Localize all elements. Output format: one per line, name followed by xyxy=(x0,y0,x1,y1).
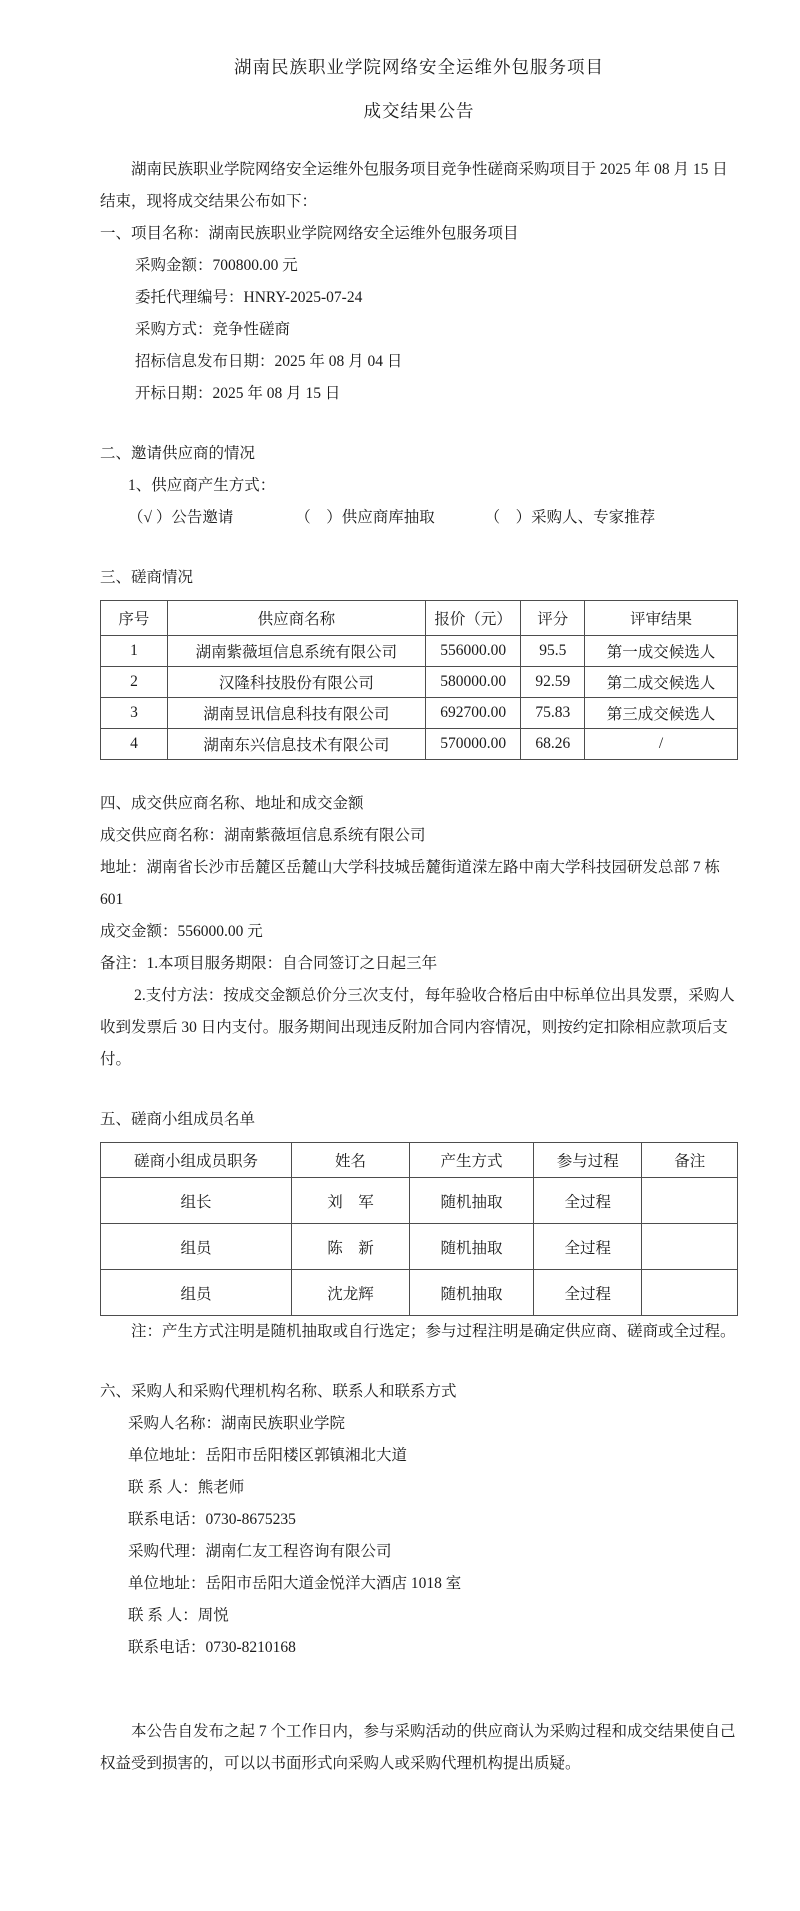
doc-title-line2: 成交结果公告 xyxy=(363,101,475,121)
table-header-row xyxy=(101,1143,738,1178)
buyer-name-line: 采购人名称：湖南民族职业学院 xyxy=(128,1415,346,1432)
supplier-source-options xyxy=(128,502,738,534)
negotiation-table xyxy=(100,600,738,760)
table-cell: 第三成交候选人 xyxy=(585,698,738,729)
table-cell: 汉隆科技股份有限公司 xyxy=(167,667,425,698)
section-3-heading: 三、磋商情况 xyxy=(100,569,194,586)
table-cell: 随机抽取 xyxy=(409,1178,533,1224)
panel-members-table xyxy=(100,1142,738,1316)
winning-supplier-line: 成交供应商名称：湖南紫薇垣信息系统有限公司 xyxy=(100,827,426,844)
deal-amount-line: 成交金额：556000.00 元 xyxy=(100,923,263,940)
table-cell: 第一成交候选人 xyxy=(585,636,738,667)
open-date-line: 开标日期：2025 年 08 月 15 日 xyxy=(135,385,341,402)
closing-paragraph: 本公告自发布之起 7 个工作日内，参与采购活动的供应商认为采购过程和成交结果使自己权益受到损害的，可以以书面形式向采购人或采购代理机构提出质疑。 xyxy=(100,1723,736,1772)
table-header-cell: 报价（元） xyxy=(425,601,521,636)
remark-line-1: 备注：1.本项目服务期限：自合同签订之日起三年 xyxy=(100,955,438,972)
table-cell: 4 xyxy=(101,729,168,760)
section-1-heading: 一、项目名称：湖南民族职业学院网络安全运维外包服务项目 xyxy=(100,225,519,242)
table-cell: 556000.00 xyxy=(425,636,521,667)
agency-number-line: 委托代理编号：HNRY-2025-07-24 xyxy=(135,289,363,306)
table-cell: 随机抽取 xyxy=(409,1224,533,1270)
option-buyer-expert-recommend: （ ）采购人、专家推荐 xyxy=(484,509,656,526)
table-cell: 68.26 xyxy=(521,729,585,760)
table-header-cell: 备注 xyxy=(642,1143,738,1178)
intro-paragraph: 湖南民族职业学院网络安全运维外包服务项目竞争性磋商采购项目于 2025 年 08 月 15 日结束，现将成交结果公布如下： xyxy=(100,161,728,210)
table-header-cell: 磋商小组成员职务 xyxy=(101,1143,292,1178)
table-row xyxy=(101,1270,738,1316)
table-cell: 第二成交候选人 xyxy=(585,667,738,698)
table-cell: 570000.00 xyxy=(425,729,521,760)
table-row xyxy=(101,1224,738,1270)
table-cell: 湖南紫薇垣信息系统有限公司 xyxy=(167,636,425,667)
table-row xyxy=(101,729,738,760)
agency-address-line: 单位地址：岳阳市岳阳大道金悦洋大酒店 1018 室 xyxy=(128,1575,462,1592)
table-row xyxy=(101,698,738,729)
option-supplier-pool-draw: （ ）供应商库抽取 xyxy=(295,509,435,526)
table-cell: 75.83 xyxy=(521,698,585,729)
table-cell: 随机抽取 xyxy=(409,1270,533,1316)
table-cell: 全过程 xyxy=(534,1178,642,1224)
table-cell xyxy=(642,1178,738,1224)
table-cell: 692700.00 xyxy=(425,698,521,729)
table-cell: 组长 xyxy=(101,1178,292,1224)
panel-note: 注：产生方式注明是随机抽取或自行选定；参与过程注明是确定供应商、磋商或全过程。 xyxy=(131,1323,736,1340)
table-header-cell: 评审结果 xyxy=(585,601,738,636)
table-cell xyxy=(642,1224,738,1270)
section-project-info xyxy=(100,218,738,410)
agency-phone-line: 联系电话：0730-8210168 xyxy=(128,1639,296,1656)
table-header-cell: 参与过程 xyxy=(534,1143,642,1178)
table-header-cell: 产生方式 xyxy=(409,1143,533,1178)
table-row xyxy=(101,636,738,667)
agency-contact-line: 联 系 人：周悦 xyxy=(128,1607,229,1624)
table-cell: 92.59 xyxy=(521,667,585,698)
table-cell: 2 xyxy=(101,667,168,698)
remark-line-2: 2.支付方法：按成交金额总价分三次支付，每年验收合格后由中标单位出具发票，采购人收到发票后 30 日内支付。服务期间出现违反附加合同内容情况，则按约定扣除相应款项后支付。 xyxy=(100,987,735,1068)
table-cell: 陈 新 xyxy=(292,1224,410,1270)
section-4-heading: 四、成交供应商名称、地址和成交金额 xyxy=(100,795,364,812)
table-header-cell: 序号 xyxy=(101,601,168,636)
table-cell: 全过程 xyxy=(534,1224,642,1270)
table-cell: 湖南东兴信息技术有限公司 xyxy=(167,729,425,760)
supplier-source-subheading: 1、供应商产生方式： xyxy=(128,477,276,494)
table-cell: 刘 军 xyxy=(292,1178,410,1224)
table-row xyxy=(101,667,738,698)
table-cell: 沈龙辉 xyxy=(292,1270,410,1316)
table-cell: 580000.00 xyxy=(425,667,521,698)
table-cell: 95.5 xyxy=(521,636,585,667)
buyer-phone-line: 联系电话：0730-8675235 xyxy=(128,1511,296,1528)
doc-title-line1: 湖南民族职业学院网络安全运维外包服务项目 xyxy=(234,57,604,77)
table-row xyxy=(101,1178,738,1224)
table-cell: 组员 xyxy=(101,1224,292,1270)
agency-name-line: 采购代理：湖南仁友工程咨询有限公司 xyxy=(128,1543,392,1560)
buyer-address-line: 单位地址：岳阳市岳阳楼区郭镇湘北大道 xyxy=(128,1447,408,1464)
section-2-heading: 二、邀请供应商的情况 xyxy=(100,445,256,462)
table-cell: 湖南昱讯信息科技有限公司 xyxy=(167,698,425,729)
purchase-method-line: 采购方式：竞争性磋商 xyxy=(135,321,291,338)
section-contacts xyxy=(100,1376,738,1664)
table-cell xyxy=(642,1270,738,1316)
table-cell: 全过程 xyxy=(534,1270,642,1316)
table-cell: / xyxy=(585,729,738,760)
table-header-cell: 评分 xyxy=(521,601,585,636)
table-header-cell: 供应商名称 xyxy=(167,601,425,636)
section-invited-suppliers xyxy=(100,438,738,534)
table-header-cell: 姓名 xyxy=(292,1143,410,1178)
section-5-heading: 五、磋商小组成员名单 xyxy=(100,1111,256,1128)
purchase-amount-line: 采购金额：700800.00 元 xyxy=(135,257,298,274)
section-winning-supplier xyxy=(100,788,738,1076)
buyer-contact-line: 联 系 人：熊老师 xyxy=(128,1479,245,1496)
table-cell: 3 xyxy=(101,698,168,729)
publish-date-line: 招标信息发布日期：2025 年 08 月 04 日 xyxy=(135,353,403,370)
option-announcement-invite: （√ ）公告邀请 xyxy=(128,509,234,526)
winning-supplier-address: 地址：湖南省长沙市岳麓区岳麓山大学科技城岳麓街道溁左路中南大学科技园研发总部 7 栋 601 xyxy=(100,859,721,908)
section-6-heading: 六、采购人和采购代理机构名称、联系人和联系方式 xyxy=(100,1383,457,1400)
table-header-row xyxy=(101,601,738,636)
section-negotiation xyxy=(100,562,738,760)
section-panel-members xyxy=(100,1104,738,1348)
table-cell: 组员 xyxy=(101,1270,292,1316)
table-cell: 1 xyxy=(101,636,168,667)
